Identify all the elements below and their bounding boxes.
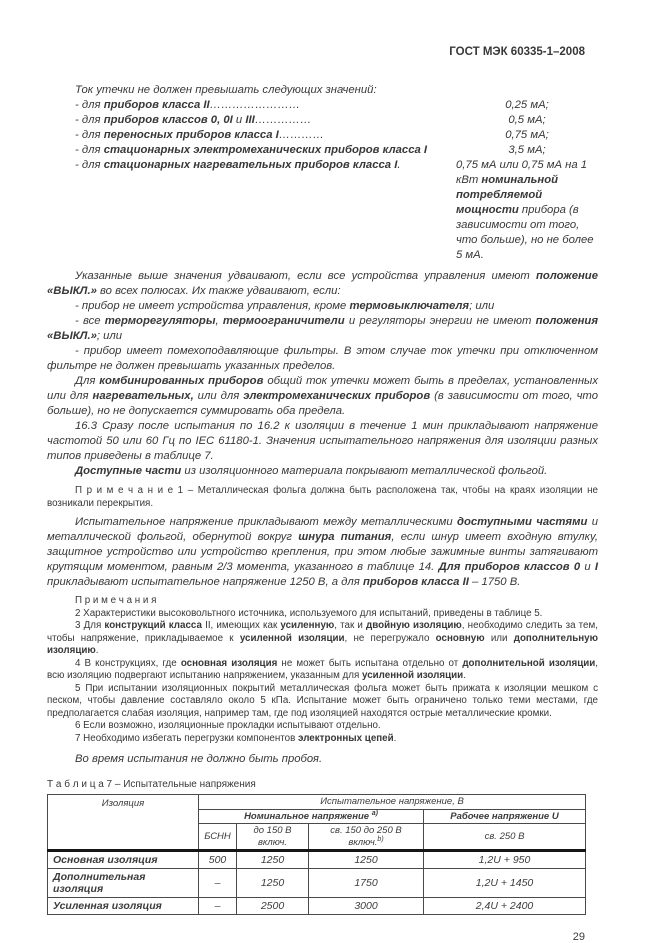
column-header-working-voltage: Рабочее напряжение U	[424, 809, 586, 824]
list-item-value: 0,75 мА;	[505, 129, 549, 141]
list-item	[47, 158, 598, 263]
list-item	[47, 128, 598, 143]
row-label: Усиленная изоляция	[48, 898, 199, 915]
body-paragraphs	[47, 269, 598, 479]
paragraph-doubling: Указанные выше значения удваивают, если все устройства управления имеют положение «ВЫКЛ.» во всех полюсах. Их также удваивают, если:	[47, 270, 598, 297]
document-code: ГОСТ МЭК 60335-1–2008	[449, 46, 585, 58]
notes-title: П р и м е ч а н и я	[75, 595, 157, 606]
paragraph-combined: Для комбинированных приборов общий ток утечки может быть в пределах, установленных или для нагревательных, или для электромеханических приборов (в зависимости от того, что больше), но не допускается суммировать оба предела.	[47, 375, 598, 417]
list-item-label: - для приборов классов 0, 0I и III……………	[75, 114, 312, 126]
list-item	[47, 143, 598, 158]
row-label: Дополнительная изоляция	[48, 869, 199, 898]
list-item-value: 0,25 мА;	[505, 99, 549, 111]
paragraph-accessible-parts: Доступные части из изоляционного материала покрывают металлической фольгой.	[75, 465, 548, 477]
paragraph-no-breakdown: Во время испытания не должно быть пробоя.	[75, 753, 323, 765]
note-4: 4 В конструкциях, где основная изоляция не может быть испытана отдельно от дополнительной изоляции, всю изоляцию подвергают испытанию напряжением, указанным для усиленной изоляции.	[47, 657, 599, 681]
cell: 1250	[309, 851, 424, 869]
cell: –	[199, 869, 237, 898]
cell: 2,4U + 2400	[424, 898, 586, 915]
table-row	[48, 869, 586, 898]
cell: 1750	[309, 869, 424, 898]
cell: 3000	[309, 898, 424, 915]
list-item-label: - для приборов класса II……………………	[75, 99, 301, 111]
table-row	[48, 898, 586, 915]
cell: 1250	[237, 869, 309, 898]
list-item-value: 0,75 мА или 0,75 мА на 1 кВт номинальной потребляемой мощности прибора (в зависимости от того, что больше), но не более 5 мА.	[456, 159, 594, 261]
row-label: Основная изоляция	[48, 851, 199, 869]
note-3: 3 Для конструкций класса II, имеющих как усиленную, так и двойную изоляцию, необходимо следить за тем, чтобы напряжение, прикладываемое к усиленной изоляции, не перегружало основную или дополнительную изоляцию.	[47, 620, 598, 656]
page-number: 29	[572, 931, 585, 943]
paragraph-bullet-regulators: - все терморегуляторы, термоограничители и регуляторы энергии не имеют положения «ВЫКЛ.»; или	[47, 315, 598, 342]
note-7: 7 Необходимо избегать перегрузки компонентов электронных цепей.	[75, 732, 397, 744]
leakage-limits-list	[47, 98, 598, 263]
paragraph-bullet-thermal: - прибор не имеет устройства управления, кроме термовыключателя; или	[75, 300, 495, 312]
column-header-nominal-voltage: Номинальное напряжение $^{a)}$	[199, 809, 424, 824]
note-5: 5 При испытании изоляционных покрытий металлическая фольга может быть прижата к изоляции мешком с песком, чтобы давление составляло около 5 кПа. Испытание может быть ограничено только теми местами, где предполагается слабая изоляция, например там, где под изоляцией находятся острые металлические кромки.	[47, 682, 598, 719]
table-header-row	[48, 795, 586, 810]
note-2: 2 Характеристики высоковольтного источника, используемого для испытаний, приведены в таблице 5.	[75, 607, 543, 619]
column-header-over-250: св. 250 В	[424, 824, 586, 851]
notes-block	[47, 595, 598, 745]
list-item	[47, 113, 598, 128]
column-header-selv: БСНН	[199, 824, 237, 851]
cell: 1,2U + 950	[424, 851, 586, 869]
table-caption: Т а б л и ц а 7 – Испытательные напряжения	[47, 779, 256, 790]
list-item-label: - для переносных приборов класса I…………	[75, 129, 324, 141]
list-item-value: 0,5 мА;	[508, 114, 546, 126]
cell: 1,2U + 1450	[424, 869, 586, 898]
list-item-label: - для стационарных нагревательных приборов класса I.	[75, 159, 401, 171]
list-item-value: 3,5 мА;	[508, 144, 546, 156]
cell: 2500	[237, 898, 309, 915]
column-header-test-voltage: Испытательное напряжение, В	[199, 795, 586, 810]
paragraph-bullet-filters: - прибор имеет помехоподавляющие фильтры. В этом случае ток утечки при отключенном фильтре не должен превышать указанных пределов.	[47, 345, 598, 372]
column-header-150-to-250: св. 150 до 250 В включ.$^{b)}$	[309, 824, 424, 851]
note-1: П р и м е ч а н и е 1 – Металлическая фольга должна быть расположена так, чтобы на краях изоляции не возникали перекрытия.	[47, 485, 598, 509]
paragraph-leakage-intro: Ток утечки не должен превышать следующих значений:	[75, 84, 377, 96]
list-item	[47, 98, 598, 113]
cell: –	[199, 898, 237, 915]
column-header-up-to-150: до 150 В включ.	[237, 824, 309, 851]
note-6: 6 Если возможно, изоляционные прокладки испытывают отдельно.	[75, 720, 381, 731]
test-voltages-table	[47, 794, 586, 915]
cell: 500	[199, 851, 237, 869]
column-header-insulation: Изоляция	[48, 795, 199, 851]
list-item-label: - для стационарных электромеханических приборов класса I	[75, 144, 428, 156]
cell: 1250	[237, 851, 309, 869]
table-row	[48, 851, 586, 869]
paragraph-voltage-application: Испытательное напряжение прикладывают между металлическими доступными частями и металлической фольгой, обернутой вокруг шнура питания, если шнур имеет входную втулку, защитное устройство или устройство крепления, при этом любые зажимные винты затягивают крутящим моментом, равным 2/3 момента, указанного в таблице 14. Для приборов классов 0 и I прикладывают испытательное напряжение 1250 В, а для приборов класса II – 1750 В.	[47, 516, 599, 588]
paragraph-clause-16-3: 16.3 Сразу после испытания по 16.2 к изоляции в течение 1 мин прикладывают напряжение частотой 50 или 60 Гц по IEC 61180-1. Значения испытательного напряжения для изоляции разных типов приведены в таблице 7.	[47, 420, 598, 462]
